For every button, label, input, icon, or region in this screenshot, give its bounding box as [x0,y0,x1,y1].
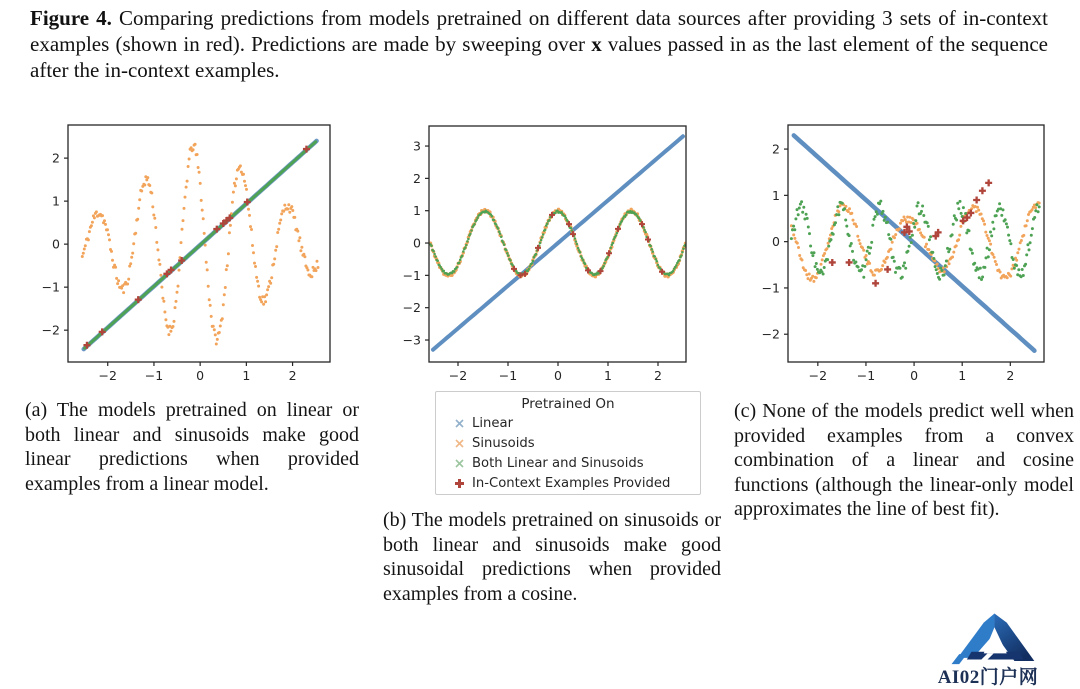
legend-entry-label: In-Context Examples Provided [472,475,671,491]
x-marker-icon [446,438,472,449]
in-context-example-marker [829,259,836,266]
x-tick-label: −2 [808,368,828,383]
in-context-example-marker [872,280,879,287]
x-tick-label: 2 [288,368,297,383]
legend-title: Pretrained On [521,396,615,412]
x-tick-label: −1 [144,368,164,383]
plot-series-layer [429,136,687,349]
x-tick-label: 0 [196,368,205,383]
x-tick-label: 1 [604,368,612,383]
y-tick-label: 3 [413,138,421,154]
plus-filled-marker-icon [446,478,472,489]
watermark-text: AI02门户网 [937,667,1039,688]
plot-legend [435,391,701,495]
plot-panel-b [403,126,688,383]
subcaption-a: (a) The models pretrained on linear or both linear and sinusoids make good linear predictions when provided examples from a linear model. [25,399,359,495]
plot-panel-c [762,125,1044,383]
y-tick-label: −2 [761,326,780,342]
y-tick-label: 2 [52,150,60,166]
y-tick-label: −1 [761,280,780,296]
y-tick-label: 2 [413,170,421,186]
y-tick-label: −2 [41,322,60,338]
legend-entry-linear [436,413,700,433]
plot-panel-a [42,125,330,383]
x-tick-label: −2 [98,368,117,383]
y-tick-label: 2 [772,141,780,157]
y-tick-label: 1 [413,203,421,219]
in-context-example-marker [973,196,980,203]
x-tick-label: −2 [448,368,468,383]
figure-caption-text-2: values passed in as the last element of the sequence after the in-context examples. [30,32,1048,82]
y-tick-label: −3 [402,332,421,348]
legend-entry-both [436,453,700,473]
figure-caption-text-1: Comparing predictions from models pretrained on different data sources after providing 3 sets of in-context examples (shown in red). Predictions are made by sweeping over [30,6,1049,56]
legend-entry-incontext [436,473,700,493]
x-tick-label: 2 [1006,368,1015,383]
in-context-example-marker [985,179,992,186]
watermark-logo-icon [950,609,1042,667]
y-tick-label: 0 [413,235,421,251]
x-marker-icon [446,418,472,429]
y-tick-label: 1 [52,193,60,209]
legend-entry-label: Linear [472,415,513,431]
plot-series-layer [81,141,320,349]
subcaption-b: (b) The models pretrained on sinusoids or both linear and sinusoids make good sinusoidal predictions when provided examples from a cosine. [383,509,721,605]
y-tick-label: 0 [52,236,60,252]
x-tick-label: −1 [498,368,518,383]
x-tick-label: 1 [958,368,967,383]
y-tick-label: 1 [772,187,780,203]
x-tick-label: 1 [242,368,251,383]
legend-entry-sinusoids [436,433,700,453]
plot-series-layer [790,135,1041,350]
legend-entry-label: Both Linear and Sinusoids [472,455,644,471]
y-tick-label: 0 [772,234,780,250]
in-context-example-marker [979,187,986,194]
y-tick-label: −1 [41,279,60,295]
x-tick-label: 0 [554,368,562,383]
x-tick-label: −1 [856,368,876,383]
figure-caption-label: Figure 4. [30,6,112,30]
series-line [433,136,683,349]
x-marker-icon [446,458,472,469]
in-context-example-marker [884,266,891,273]
subcaption-c: (c) None of the models predict well when provided examples from a convex combination of a linear and cosine functions (although the linear-only model approximates the line of best fit). [734,400,1074,521]
figure-caption-bold-x: x [591,32,602,56]
y-tick-label: −1 [402,267,421,283]
series-line [794,135,1035,350]
x-tick-label: 2 [654,368,662,383]
y-tick-label: −2 [402,300,421,316]
in-context-example-marker [846,259,853,266]
legend-entry-label: Sinusoids [472,435,535,451]
x-tick-label: 0 [910,368,919,383]
